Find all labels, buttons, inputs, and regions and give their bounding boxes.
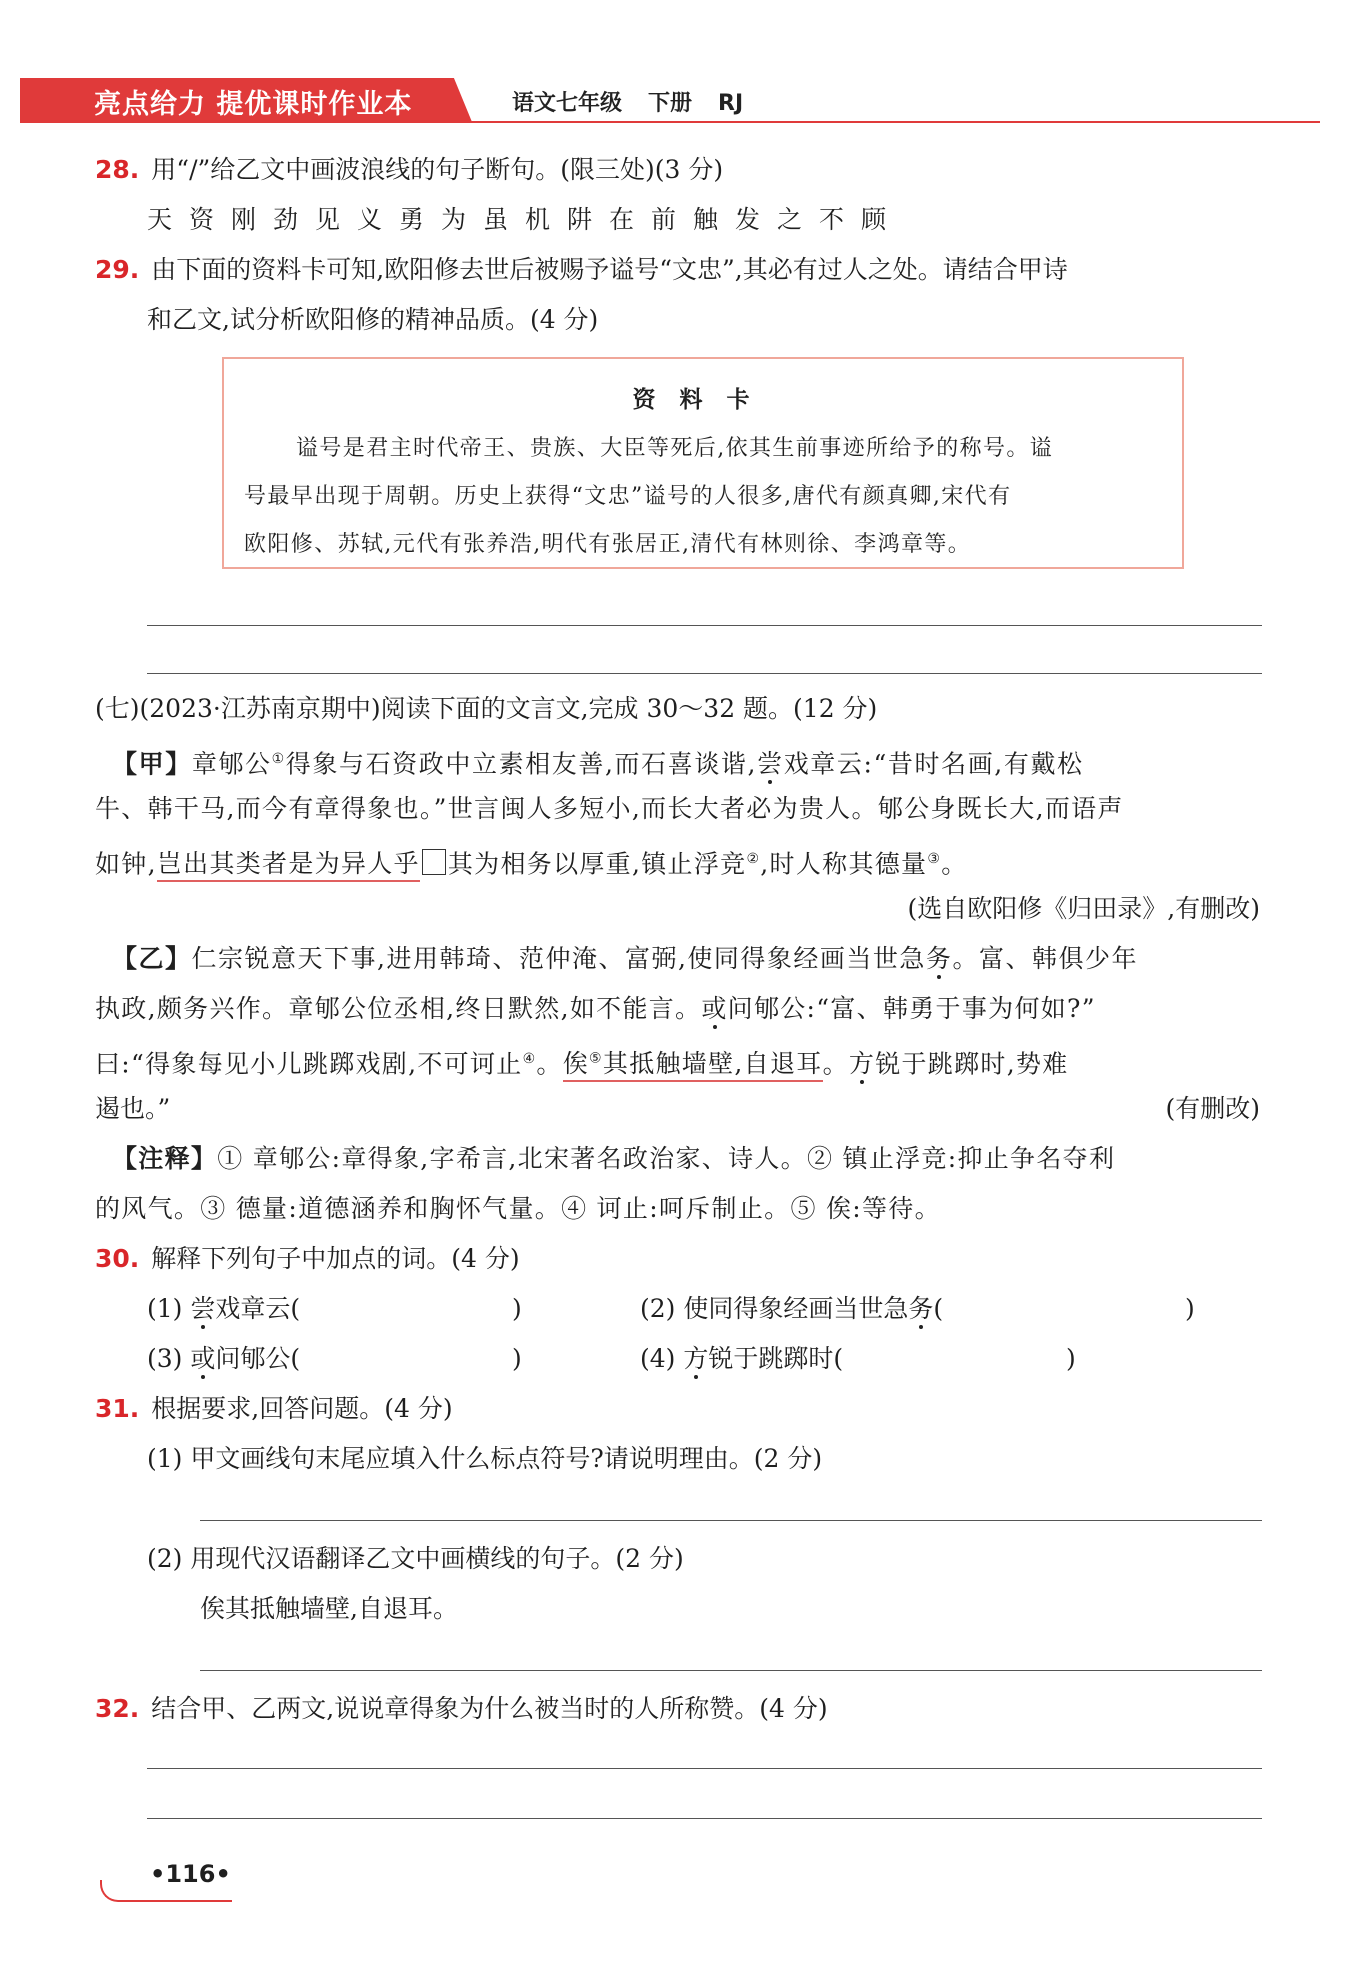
dotted-word: 尝 — [757, 749, 784, 779]
answer-line[interactable] — [147, 1768, 1262, 1769]
q30-item-1 — [147, 1289, 300, 1329]
yi-source: (有删改) — [1165, 1094, 1260, 1123]
question-28 — [95, 150, 723, 190]
card-line: 欧阳修、苏轼,元代有张养浩,明代有张居正,清代有林则徐、李鸿章等。 — [244, 532, 972, 557]
text: 得象与石资政中立素相友善,而石喜谈谐, — [285, 749, 758, 779]
text: (3) — [147, 1344, 191, 1373]
question-number: 31. — [95, 1394, 140, 1423]
info-card — [222, 357, 1184, 569]
text: 。 — [941, 849, 968, 879]
dotted-word: 或 — [190, 1344, 216, 1373]
question-text: 解释下列句子中加点的词。(4 分) — [151, 1244, 520, 1273]
answer-line[interactable] — [200, 1670, 1262, 1671]
dotted-word: 尝 — [190, 1294, 216, 1323]
header-grade: 语文七年级 — [512, 91, 623, 116]
card-title: 资料卡 — [632, 386, 774, 413]
yi-label: 【乙】 — [112, 944, 192, 973]
text: 如钟, — [95, 849, 157, 879]
question-text: 用“/”给乙文中画波浪线的句子断句。(限三处)(3 分) — [151, 155, 724, 184]
dotted-word: 方 — [848, 1049, 876, 1079]
notes-label: 【注释】 — [112, 1144, 218, 1173]
question-31 — [95, 1389, 453, 1429]
q30-item-3 — [147, 1339, 300, 1379]
text: (1) — [147, 1294, 191, 1323]
answer-line[interactable] — [200, 1520, 1262, 1521]
notes-line1 — [112, 1139, 1115, 1179]
dotted-word: 或 — [701, 994, 728, 1023]
dotted-word: 务 — [908, 1294, 934, 1323]
text: 。 — [536, 1049, 563, 1079]
text: 问郇公( — [215, 1344, 301, 1373]
jia-paragraph-line3 — [95, 839, 968, 884]
footnote-marker: ① — [271, 751, 286, 767]
text: 锐于跳踯时( — [708, 1344, 844, 1373]
text: ,时人称其德量 — [760, 849, 928, 879]
text: 其为相务以厚重,镇止浮竞 — [447, 849, 747, 879]
text: 执政,颇务兴作。章郇公位丞相,终日默然,如不能言。 — [95, 994, 702, 1023]
header-bar — [20, 78, 1320, 122]
question-number: 32. — [95, 1694, 140, 1723]
text: 。富、韩俱少年 — [952, 944, 1138, 973]
yi-paragraph-line4: 遏也。” — [95, 1094, 171, 1123]
text: ( — [933, 1294, 944, 1323]
text: (2) 使同得象经画当世急 — [640, 1294, 909, 1323]
question-text: 结合甲、乙两文,说说章得象为什么被当时的人所称赞。(4 分) — [151, 1694, 828, 1723]
q30-answer-close[interactable]: ) — [1185, 1294, 1195, 1323]
text: 其抵触墙壁,自退耳 — [602, 1049, 823, 1079]
question-29-cont: 和乙文,试分析欧阳修的精神品质。(4 分) — [147, 305, 599, 334]
footnote-marker: ② — [746, 851, 761, 867]
text: 锐于跳踯时,势难 — [875, 1049, 1069, 1079]
notes-line2: 的风气。③ 德量:道德涵养和胸怀气量。④ 诃止:呵斥制止。⑤ 俟:等待。 — [95, 1194, 941, 1223]
answer-line[interactable] — [147, 1818, 1262, 1819]
dotted-word: 方 — [683, 1344, 709, 1373]
yi-paragraph-line1 — [112, 939, 1138, 979]
footnote-marker: ④ — [522, 1051, 537, 1067]
text: 章郇公 — [191, 749, 272, 779]
answer-line[interactable] — [147, 625, 1262, 626]
q31-sub1: (1) 甲文画线句末尾应填入什么标点符号?请说明理由。(2 分) — [147, 1444, 823, 1473]
q30-item-2 — [640, 1289, 943, 1329]
yi-paragraph-line2 — [95, 989, 1096, 1029]
q30-answer-close[interactable]: ) — [512, 1344, 522, 1373]
text: 戏章云( — [215, 1294, 301, 1323]
header-brand: 亮点给力 提优课时作业本 — [94, 89, 413, 120]
question-text: 根据要求,回答问题。(4 分) — [151, 1394, 453, 1423]
jia-label: 【甲】 — [112, 749, 192, 779]
q30-item-4 — [640, 1339, 843, 1379]
q30-answer-close[interactable]: ) — [1066, 1344, 1076, 1373]
q30-answer-close[interactable]: ) — [512, 1294, 522, 1323]
text: ① 章郇公:章得象,字希言,北宋著名政治家、诗人。② 镇止浮竞:抑止争名夺利 — [217, 1144, 1116, 1173]
text: 俟 — [562, 1049, 590, 1079]
text: 戏章云:“昔时名画,有戴松 — [783, 749, 1084, 779]
punctuation-blank-box[interactable] — [422, 849, 446, 875]
underlined-sentence — [563, 1049, 823, 1082]
question-30 — [95, 1239, 520, 1279]
question-32 — [95, 1689, 828, 1729]
card-line: 号最早出现于周朝。历史上获得“文忠”谥号的人很多,唐代有颜真卿,宋代有 — [244, 484, 1012, 509]
text: 曰:“得象每见小儿跳踯戏剧,不可诃止 — [95, 1049, 523, 1079]
header-edition: RJ — [718, 91, 744, 116]
q28-sentence: 天资刚劲见义勇为虽机阱在前触发之不顾 — [147, 205, 904, 234]
jia-paragraph-line1 — [112, 739, 1084, 784]
text: 问郇公:“富、韩勇于事为何如?” — [727, 994, 1096, 1023]
text: 。 — [822, 1049, 849, 1079]
question-29 — [95, 250, 1068, 290]
q31-sentence: 俟其抵触墙壁,自退耳。 — [200, 1594, 458, 1623]
underlined-sentence: 岂出其类者是为异人乎 — [157, 849, 420, 882]
question-number: 28. — [95, 155, 140, 184]
page-number: •116• — [150, 1860, 231, 1888]
jia-paragraph-line2: 牛、韩干马,而今有章得象也。”世言闽人多短小,而长大者必为贵人。郇公身既长大,而语声 — [95, 794, 1124, 823]
question-number: 29. — [95, 255, 140, 284]
footnote-marker: ③ — [927, 851, 942, 867]
question-text: 由下面的资料卡可知,欧阳修去世后被赐予谥号“文忠”,其必有过人之处。请结合甲诗 — [151, 255, 1068, 284]
answer-line[interactable] — [147, 673, 1262, 674]
header-divider — [20, 121, 1320, 123]
jia-source: (选自欧阳修《归田录》,有删改) — [907, 894, 1260, 923]
yi-paragraph-line3 — [95, 1039, 1069, 1084]
card-line: 谥号是君主时代帝王、贵族、大臣等死后,依其生前事迹所给予的称号。谥 — [296, 436, 1054, 461]
dotted-word: 务 — [925, 944, 953, 973]
text: 仁宗锐意天下事,进用韩琦、范仲淹、富弼,使同得象经画当世急 — [191, 944, 926, 973]
q31-sub2: (2) 用现代汉语翻译乙文中画横线的句子。(2 分) — [147, 1544, 684, 1573]
text: (4) — [640, 1344, 684, 1373]
header-volume: 下册 — [648, 91, 693, 116]
footnote-marker: ⑤ — [589, 1051, 603, 1067]
question-number: 30. — [95, 1244, 140, 1273]
section-intro: (七)(2023·江苏南京期中)阅读下面的文言文,完成 30～32 题。(12 分) — [95, 694, 878, 723]
header-subject — [512, 86, 769, 117]
